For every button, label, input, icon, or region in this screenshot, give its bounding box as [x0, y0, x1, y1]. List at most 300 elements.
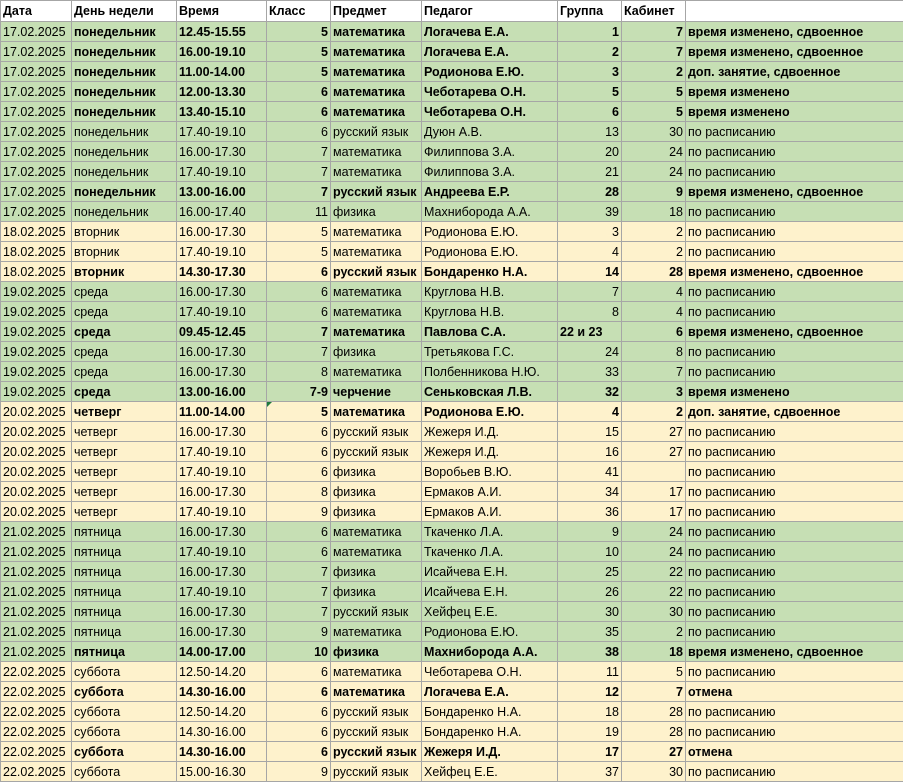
room-cell[interactable]: 2 [622, 622, 686, 642]
room-cell[interactable]: 2 [622, 402, 686, 422]
weekday-cell[interactable]: суббота [72, 662, 177, 682]
teacher-cell[interactable]: Андреева Е.Р. [422, 182, 558, 202]
teacher-cell[interactable]: Родионова Е.Ю. [422, 62, 558, 82]
room-cell[interactable]: 30 [622, 602, 686, 622]
weekday-cell[interactable]: четверг [72, 482, 177, 502]
class-cell[interactable]: 6 [267, 422, 331, 442]
group-cell[interactable]: 39 [558, 202, 622, 222]
weekday-cell[interactable]: пятница [72, 622, 177, 642]
teacher-cell[interactable]: Махнибородa А.А. [422, 642, 558, 662]
time-cell[interactable]: 17.40-19.10 [177, 302, 267, 322]
room-cell[interactable]: 5 [622, 662, 686, 682]
group-cell[interactable]: 38 [558, 642, 622, 662]
date-cell[interactable]: 20.02.2025 [1, 422, 72, 442]
weekday-cell[interactable]: понедельник [72, 142, 177, 162]
weekday-cell[interactable]: среда [72, 382, 177, 402]
weekday-cell[interactable]: пятница [72, 602, 177, 622]
note-cell[interactable]: отмена [686, 742, 903, 762]
date-cell[interactable]: 21.02.2025 [1, 522, 72, 542]
teacher-cell[interactable]: Павлова С.А. [422, 322, 558, 342]
header-weekday[interactable]: День недели [72, 1, 177, 22]
class-cell[interactable]: 6 [267, 462, 331, 482]
date-cell[interactable]: 18.02.2025 [1, 262, 72, 282]
teacher-cell[interactable]: Логачева Е.А. [422, 682, 558, 702]
time-cell[interactable]: 11.00-14.00 [177, 402, 267, 422]
teacher-cell[interactable]: Круглова Н.В. [422, 282, 558, 302]
time-cell[interactable]: 17.40-19.10 [177, 462, 267, 482]
note-cell[interactable]: по расписанию [686, 522, 903, 542]
weekday-cell[interactable]: суббота [72, 722, 177, 742]
teacher-cell[interactable]: Логачева Е.А. [422, 22, 558, 42]
note-cell[interactable]: время изменено [686, 102, 903, 122]
teacher-cell[interactable]: Третьякова Г.С. [422, 342, 558, 362]
teacher-cell[interactable]: Хейфец Е.Е. [422, 762, 558, 782]
subject-cell[interactable]: русский язык [331, 722, 422, 742]
header-teacher[interactable]: Педагог [422, 1, 558, 22]
room-cell[interactable]: 27 [622, 422, 686, 442]
room-cell[interactable]: 7 [622, 682, 686, 702]
date-cell[interactable]: 17.02.2025 [1, 202, 72, 222]
date-cell[interactable]: 19.02.2025 [1, 342, 72, 362]
subject-cell[interactable]: математика [331, 622, 422, 642]
room-cell[interactable]: 18 [622, 202, 686, 222]
date-cell[interactable]: 21.02.2025 [1, 642, 72, 662]
time-cell[interactable]: 14.30-16.00 [177, 682, 267, 702]
class-cell[interactable]: 7 [267, 602, 331, 622]
subject-cell[interactable]: русский язык [331, 122, 422, 142]
weekday-cell[interactable]: среда [72, 282, 177, 302]
group-cell[interactable]: 2 [558, 42, 622, 62]
date-cell[interactable]: 17.02.2025 [1, 122, 72, 142]
group-cell[interactable]: 9 [558, 522, 622, 542]
note-cell[interactable]: по расписанию [686, 162, 903, 182]
time-cell[interactable]: 16.00-17.30 [177, 222, 267, 242]
note-cell[interactable]: время изменено, сдвоенное [686, 262, 903, 282]
teacher-cell[interactable]: Чеботарева О.Н. [422, 82, 558, 102]
note-cell[interactable]: время изменено [686, 382, 903, 402]
room-cell[interactable]: 4 [622, 302, 686, 322]
class-cell[interactable]: 5 [267, 62, 331, 82]
subject-cell[interactable]: физика [331, 562, 422, 582]
room-cell[interactable]: 28 [622, 722, 686, 742]
note-cell[interactable]: по расписанию [686, 702, 903, 722]
note-cell[interactable]: по расписанию [686, 662, 903, 682]
time-cell[interactable]: 16.00-17.30 [177, 362, 267, 382]
group-cell[interactable]: 33 [558, 362, 622, 382]
group-cell[interactable]: 11 [558, 662, 622, 682]
teacher-cell[interactable]: Логачева Е.А. [422, 42, 558, 62]
teacher-cell[interactable]: Полбенникова Н.Ю. [422, 362, 558, 382]
date-cell[interactable]: 17.02.2025 [1, 22, 72, 42]
date-cell[interactable]: 17.02.2025 [1, 162, 72, 182]
teacher-cell[interactable]: Круглова Н.В. [422, 302, 558, 322]
group-cell[interactable]: 15 [558, 422, 622, 442]
teacher-cell[interactable]: Жежеря И.Д. [422, 422, 558, 442]
weekday-cell[interactable]: пятница [72, 582, 177, 602]
subject-cell[interactable]: русский язык [331, 262, 422, 282]
room-cell[interactable]: 9 [622, 182, 686, 202]
note-cell[interactable]: по расписанию [686, 502, 903, 522]
subject-cell[interactable]: русский язык [331, 602, 422, 622]
date-cell[interactable]: 19.02.2025 [1, 322, 72, 342]
group-cell[interactable]: 21 [558, 162, 622, 182]
class-cell[interactable]: 9 [267, 762, 331, 782]
class-cell[interactable]: 6 [267, 662, 331, 682]
weekday-cell[interactable]: суббота [72, 682, 177, 702]
weekday-cell[interactable]: пятница [72, 542, 177, 562]
room-cell[interactable]: 28 [622, 262, 686, 282]
class-cell[interactable]: 7 [267, 182, 331, 202]
room-cell[interactable]: 6 [622, 322, 686, 342]
class-cell[interactable]: 11 [267, 202, 331, 222]
time-cell[interactable]: 16.00-17.30 [177, 342, 267, 362]
subject-cell[interactable]: физика [331, 462, 422, 482]
subject-cell[interactable]: русский язык [331, 702, 422, 722]
date-cell[interactable]: 22.02.2025 [1, 722, 72, 742]
room-cell[interactable]: 27 [622, 742, 686, 762]
room-cell[interactable]: 28 [622, 702, 686, 722]
weekday-cell[interactable]: понедельник [72, 62, 177, 82]
teacher-cell[interactable]: Воробьев В.Ю. [422, 462, 558, 482]
class-cell[interactable]: 6 [267, 722, 331, 742]
class-cell[interactable]: 7 [267, 582, 331, 602]
header-group[interactable]: Группа [558, 1, 622, 22]
teacher-cell[interactable]: Хейфец Е.Е. [422, 602, 558, 622]
note-cell[interactable]: время изменено, сдвоенное [686, 322, 903, 342]
group-cell[interactable]: 10 [558, 542, 622, 562]
class-cell[interactable]: 7 [267, 162, 331, 182]
class-cell[interactable]: 5 [267, 242, 331, 262]
class-cell[interactable]: 6 [267, 682, 331, 702]
room-cell[interactable]: 30 [622, 122, 686, 142]
subject-cell[interactable]: математика [331, 402, 422, 422]
time-cell[interactable]: 14.30-17.30 [177, 262, 267, 282]
teacher-cell[interactable]: Жежеря И.Д. [422, 442, 558, 462]
header-class[interactable]: Класс [267, 1, 331, 22]
date-cell[interactable]: 19.02.2025 [1, 382, 72, 402]
room-cell[interactable]: 2 [622, 62, 686, 82]
group-cell[interactable]: 30 [558, 602, 622, 622]
teacher-cell[interactable]: Ермаков А.И. [422, 502, 558, 522]
group-cell[interactable]: 7 [558, 282, 622, 302]
time-cell[interactable]: 17.40-19.10 [177, 122, 267, 142]
room-cell[interactable]: 27 [622, 442, 686, 462]
class-cell[interactable]: 7 [267, 342, 331, 362]
subject-cell[interactable]: математика [331, 142, 422, 162]
date-cell[interactable]: 22.02.2025 [1, 762, 72, 782]
date-cell[interactable]: 20.02.2025 [1, 442, 72, 462]
subject-cell[interactable]: математика [331, 362, 422, 382]
group-cell[interactable]: 4 [558, 242, 622, 262]
teacher-cell[interactable]: Родионова Е.Ю. [422, 402, 558, 422]
time-cell[interactable]: 15.00-16.30 [177, 762, 267, 782]
time-cell[interactable]: 17.40-19.10 [177, 502, 267, 522]
room-cell[interactable]: 17 [622, 482, 686, 502]
weekday-cell[interactable]: среда [72, 322, 177, 342]
room-cell[interactable]: 2 [622, 242, 686, 262]
note-cell[interactable]: по расписанию [686, 242, 903, 262]
room-cell[interactable]: 4 [622, 282, 686, 302]
time-cell[interactable]: 17.40-19.10 [177, 242, 267, 262]
date-cell[interactable]: 20.02.2025 [1, 502, 72, 522]
note-cell[interactable]: по расписанию [686, 442, 903, 462]
class-cell[interactable]: 6 [267, 302, 331, 322]
subject-cell[interactable]: математика [331, 242, 422, 262]
date-cell[interactable]: 21.02.2025 [1, 622, 72, 642]
teacher-cell[interactable]: Бондаренко Н.А. [422, 702, 558, 722]
teacher-cell[interactable]: Ткаченко Л.А. [422, 542, 558, 562]
group-cell[interactable]: 18 [558, 702, 622, 722]
group-cell[interactable]: 1 [558, 22, 622, 42]
date-cell[interactable]: 21.02.2025 [1, 602, 72, 622]
weekday-cell[interactable]: вторник [72, 222, 177, 242]
class-cell[interactable]: 6 [267, 442, 331, 462]
teacher-cell[interactable]: Родионова Е.Ю. [422, 242, 558, 262]
class-cell[interactable]: 7-9 [267, 382, 331, 402]
class-cell[interactable]: 5 [267, 402, 331, 422]
note-cell[interactable]: по расписанию [686, 562, 903, 582]
date-cell[interactable]: 19.02.2025 [1, 302, 72, 322]
date-cell[interactable]: 17.02.2025 [1, 142, 72, 162]
group-cell[interactable]: 26 [558, 582, 622, 602]
class-cell[interactable]: 6 [267, 542, 331, 562]
date-cell[interactable]: 19.02.2025 [1, 362, 72, 382]
class-cell[interactable]: 6 [267, 102, 331, 122]
subject-cell[interactable]: математика [331, 522, 422, 542]
group-cell[interactable]: 19 [558, 722, 622, 742]
subject-cell[interactable]: математика [331, 102, 422, 122]
teacher-cell[interactable]: Жежеря И.Д. [422, 742, 558, 762]
header-note[interactable] [686, 1, 903, 22]
room-cell[interactable]: 24 [622, 162, 686, 182]
date-cell[interactable]: 21.02.2025 [1, 582, 72, 602]
group-cell[interactable]: 34 [558, 482, 622, 502]
date-cell[interactable]: 20.02.2025 [1, 462, 72, 482]
time-cell[interactable]: 16.00-17.30 [177, 422, 267, 442]
group-cell[interactable]: 16 [558, 442, 622, 462]
weekday-cell[interactable]: понедельник [72, 42, 177, 62]
note-cell[interactable]: время изменено, сдвоенное [686, 642, 903, 662]
weekday-cell[interactable]: понедельник [72, 182, 177, 202]
class-cell[interactable]: 6 [267, 702, 331, 722]
weekday-cell[interactable]: среда [72, 302, 177, 322]
weekday-cell[interactable]: понедельник [72, 22, 177, 42]
subject-cell[interactable]: русский язык [331, 442, 422, 462]
subject-cell[interactable]: математика [331, 282, 422, 302]
time-cell[interactable]: 14.00-17.00 [177, 642, 267, 662]
teacher-cell[interactable]: Исайчева Е.Н. [422, 562, 558, 582]
teacher-cell[interactable]: Дуюн А.В. [422, 122, 558, 142]
class-cell[interactable]: 6 [267, 282, 331, 302]
weekday-cell[interactable]: четверг [72, 502, 177, 522]
class-cell[interactable]: 7 [267, 142, 331, 162]
class-cell[interactable]: 6 [267, 262, 331, 282]
note-cell[interactable]: по расписанию [686, 362, 903, 382]
teacher-cell[interactable]: Исайчева Е.Н. [422, 582, 558, 602]
weekday-cell[interactable]: четверг [72, 442, 177, 462]
weekday-cell[interactable]: вторник [72, 242, 177, 262]
class-cell[interactable]: 6 [267, 742, 331, 762]
subject-cell[interactable]: русский язык [331, 182, 422, 202]
class-cell[interactable]: 5 [267, 42, 331, 62]
class-cell[interactable]: 5 [267, 22, 331, 42]
time-cell[interactable]: 13.00-16.00 [177, 382, 267, 402]
group-cell[interactable]: 5 [558, 82, 622, 102]
note-cell[interactable]: доп. занятие, сдвоенное [686, 62, 903, 82]
group-cell[interactable]: 41 [558, 462, 622, 482]
room-cell[interactable]: 8 [622, 342, 686, 362]
subject-cell[interactable]: физика [331, 482, 422, 502]
note-cell[interactable]: по расписанию [686, 342, 903, 362]
time-cell[interactable]: 14.30-16.00 [177, 742, 267, 762]
date-cell[interactable]: 22.02.2025 [1, 702, 72, 722]
group-cell[interactable]: 17 [558, 742, 622, 762]
group-cell[interactable]: 24 [558, 342, 622, 362]
weekday-cell[interactable]: понедельник [72, 102, 177, 122]
header-date[interactable]: Дата [1, 1, 72, 22]
group-cell[interactable]: 3 [558, 62, 622, 82]
time-cell[interactable]: 12.45-15.55 [177, 22, 267, 42]
room-cell[interactable]: 24 [622, 542, 686, 562]
teacher-cell[interactable]: Чеботарева О.Н. [422, 662, 558, 682]
time-cell[interactable]: 16.00-17.30 [177, 522, 267, 542]
subject-cell[interactable]: физика [331, 582, 422, 602]
room-cell[interactable]: 7 [622, 362, 686, 382]
time-cell[interactable]: 17.40-19.10 [177, 162, 267, 182]
date-cell[interactable]: 20.02.2025 [1, 402, 72, 422]
time-cell[interactable]: 09.45-12.45 [177, 322, 267, 342]
room-cell[interactable]: 18 [622, 642, 686, 662]
group-cell[interactable]: 8 [558, 302, 622, 322]
teacher-cell[interactable]: Махнибородa А.А. [422, 202, 558, 222]
time-cell[interactable]: 16.00-17.30 [177, 482, 267, 502]
weekday-cell[interactable]: понедельник [72, 202, 177, 222]
group-cell[interactable]: 36 [558, 502, 622, 522]
teacher-cell[interactable]: Родионова Е.Ю. [422, 222, 558, 242]
subject-cell[interactable]: черчение [331, 382, 422, 402]
time-cell[interactable]: 17.40-19.10 [177, 542, 267, 562]
teacher-cell[interactable]: Бондаренко Н.А. [422, 722, 558, 742]
teacher-cell[interactable]: Родионова Е.Ю. [422, 622, 558, 642]
note-cell[interactable]: время изменено, сдвоенное [686, 42, 903, 62]
note-cell[interactable]: по расписанию [686, 602, 903, 622]
date-cell[interactable]: 17.02.2025 [1, 102, 72, 122]
subject-cell[interactable]: физика [331, 642, 422, 662]
date-cell[interactable]: 20.02.2025 [1, 482, 72, 502]
header-time[interactable]: Время [177, 1, 267, 22]
room-cell[interactable]: 22 [622, 562, 686, 582]
group-cell[interactable]: 28 [558, 182, 622, 202]
time-cell[interactable]: 16.00-17.30 [177, 602, 267, 622]
weekday-cell[interactable]: вторник [72, 262, 177, 282]
class-cell[interactable]: 8 [267, 362, 331, 382]
subject-cell[interactable]: математика [331, 542, 422, 562]
subject-cell[interactable]: русский язык [331, 762, 422, 782]
class-cell[interactable]: 6 [267, 522, 331, 542]
teacher-cell[interactable]: Ткаченко Л.А. [422, 522, 558, 542]
subject-cell[interactable]: математика [331, 22, 422, 42]
class-cell[interactable]: 6 [267, 122, 331, 142]
weekday-cell[interactable]: суббота [72, 742, 177, 762]
group-cell[interactable]: 13 [558, 122, 622, 142]
note-cell[interactable]: по расписанию [686, 222, 903, 242]
teacher-cell[interactable]: Ермаков А.И. [422, 482, 558, 502]
group-cell[interactable]: 20 [558, 142, 622, 162]
weekday-cell[interactable]: среда [72, 362, 177, 382]
note-cell[interactable]: по расписанию [686, 722, 903, 742]
group-cell[interactable]: 12 [558, 682, 622, 702]
subject-cell[interactable]: физика [331, 342, 422, 362]
weekday-cell[interactable]: суббота [72, 702, 177, 722]
group-cell[interactable]: 25 [558, 562, 622, 582]
date-cell[interactable]: 19.02.2025 [1, 282, 72, 302]
time-cell[interactable]: 13.00-16.00 [177, 182, 267, 202]
room-cell[interactable]: 24 [622, 522, 686, 542]
note-cell[interactable]: по расписанию [686, 762, 903, 782]
room-cell[interactable]: 2 [622, 222, 686, 242]
note-cell[interactable]: по расписанию [686, 462, 903, 482]
subject-cell[interactable]: математика [331, 302, 422, 322]
note-cell[interactable]: по расписанию [686, 542, 903, 562]
time-cell[interactable]: 17.40-19.10 [177, 582, 267, 602]
time-cell[interactable]: 12.50-14.20 [177, 662, 267, 682]
weekday-cell[interactable]: пятница [72, 642, 177, 662]
note-cell[interactable]: по расписанию [686, 302, 903, 322]
class-cell[interactable]: 8 [267, 482, 331, 502]
time-cell[interactable]: 16.00-19.10 [177, 42, 267, 62]
class-cell[interactable]: 10 [267, 642, 331, 662]
weekday-cell[interactable]: понедельник [72, 122, 177, 142]
date-cell[interactable]: 18.02.2025 [1, 222, 72, 242]
time-cell[interactable]: 13.40-15.10 [177, 102, 267, 122]
time-cell[interactable]: 14.30-16.00 [177, 722, 267, 742]
note-cell[interactable]: по расписанию [686, 122, 903, 142]
teacher-cell[interactable]: Чеботарева О.Н. [422, 102, 558, 122]
room-cell[interactable]: 5 [622, 102, 686, 122]
date-cell[interactable]: 17.02.2025 [1, 42, 72, 62]
subject-cell[interactable]: математика [331, 42, 422, 62]
group-cell[interactable]: 14 [558, 262, 622, 282]
group-cell[interactable]: 4 [558, 402, 622, 422]
room-cell[interactable]: 7 [622, 22, 686, 42]
time-cell[interactable]: 16.00-17.30 [177, 282, 267, 302]
note-cell[interactable]: по расписанию [686, 622, 903, 642]
weekday-cell[interactable]: среда [72, 342, 177, 362]
date-cell[interactable]: 17.02.2025 [1, 62, 72, 82]
room-cell[interactable] [622, 462, 686, 482]
header-room[interactable]: Кабинет [622, 1, 686, 22]
class-cell[interactable]: 5 [267, 222, 331, 242]
note-cell[interactable]: время изменено, сдвоенное [686, 22, 903, 42]
weekday-cell[interactable]: суббота [72, 762, 177, 782]
subject-cell[interactable]: математика [331, 682, 422, 702]
weekday-cell[interactable]: пятница [72, 562, 177, 582]
group-cell[interactable]: 22 и 23 [558, 322, 622, 342]
note-cell[interactable]: время изменено [686, 82, 903, 102]
group-cell[interactable]: 3 [558, 222, 622, 242]
note-cell[interactable]: по расписанию [686, 202, 903, 222]
group-cell[interactable]: 32 [558, 382, 622, 402]
teacher-cell[interactable]: Бондаренко Н.А. [422, 262, 558, 282]
group-cell[interactable]: 37 [558, 762, 622, 782]
class-cell[interactable]: 9 [267, 502, 331, 522]
room-cell[interactable]: 24 [622, 142, 686, 162]
weekday-cell[interactable]: четверг [72, 462, 177, 482]
subject-cell[interactable]: физика [331, 502, 422, 522]
subject-cell[interactable]: математика [331, 162, 422, 182]
date-cell[interactable]: 21.02.2025 [1, 542, 72, 562]
room-cell[interactable]: 3 [622, 382, 686, 402]
